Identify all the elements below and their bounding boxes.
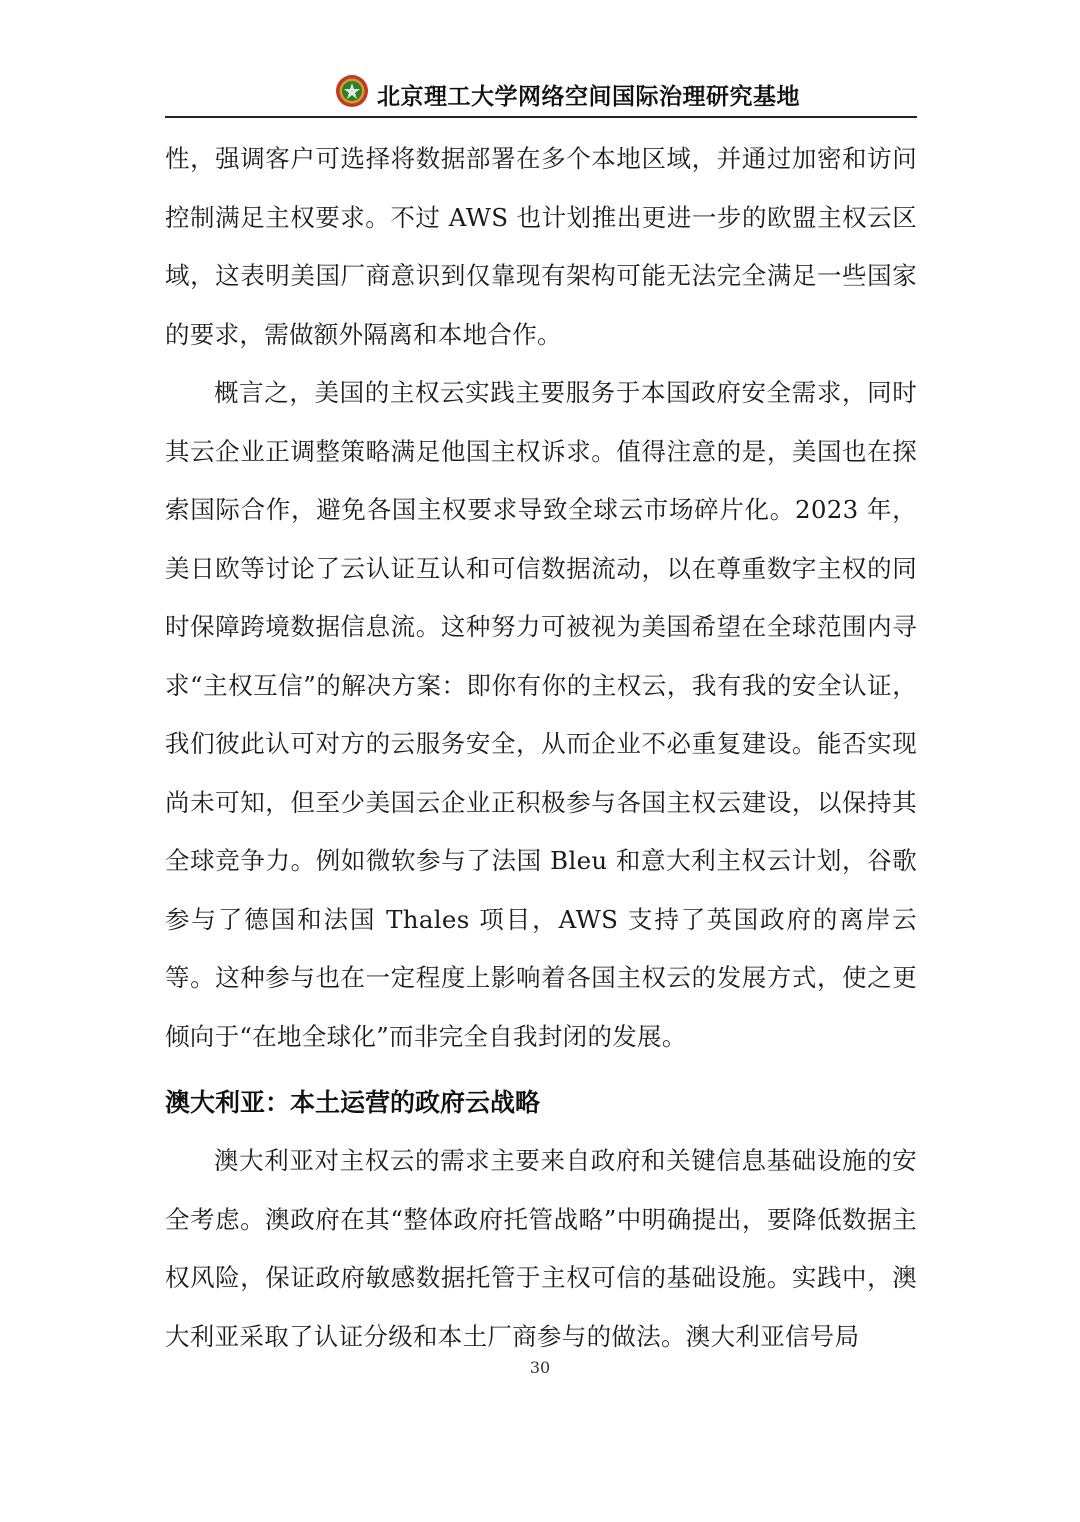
paragraph-australia: 澳大利亚对主权云的需求主要来自政府和关键信息基础设施的安全考虑。澳政府在其“整体政府托管战略”中明确提出，要降低数据主权风险，保证政府敏感数据托管于主权可信的基础设施。实践中，澳大利亚采取了认证分级和本土厂商参与的做法。澳大利亚信号局 xyxy=(165,1146,917,1351)
university-seal-icon xyxy=(335,74,369,108)
section-heading: 澳大利亚：本土运营的政府云战略 xyxy=(165,1088,541,1117)
paragraph-us-summary: 概言之，美国的主权云实践主要服务于本国政府安全需求，同时其云企业正调整策略满足他国主权诉求。值得注意的是，美国也在探索国际合作，避免各国主权要求导致全球云市场碎片化。2023 年，美日欧等讨论了云认证互认和可信数据流动，以在尊重数字主权的同时保障跨境数据信息流。这种努力可被视为美国希望在全球范围内寻求“主权互信”的解决方案：即你有你的主权云，我有我的安全认证，我们彼此认可对方的云服务安全，从而企业不必重复建设。能否实现尚未可知，但至少美国云企业正积极参与各国主权云建设，以保持其全球竞争力。例如微软参与了法国 Bleu 和意大利主权云计划，谷歌参与了德国和法国 Thales 项目，AWS 支持了英国政府的离岸云等。这种参与也在一定程度上影响着各国主权云的发展方式，使之更倾向于“在地全球化”而非完全自我封闭的发展。 xyxy=(165,378,917,1051)
header-title: 北京理工大学网络空间国际治理研究基地 xyxy=(377,84,800,110)
page-number: 30 xyxy=(529,1358,551,1377)
document-body xyxy=(165,130,917,1366)
paragraph-continued: 性，强调客户可选择将数据部署在多个本地区域，并通过加密和访问控制满足主权要求。不过 AWS 也计划推出更进一步的欧盟主权云区域，这表明美国厂商意识到仅靠现有架构可能无法完全满足一些国家的要求，需做额外隔离和本地合作。 xyxy=(165,144,917,349)
page-header xyxy=(165,70,917,118)
